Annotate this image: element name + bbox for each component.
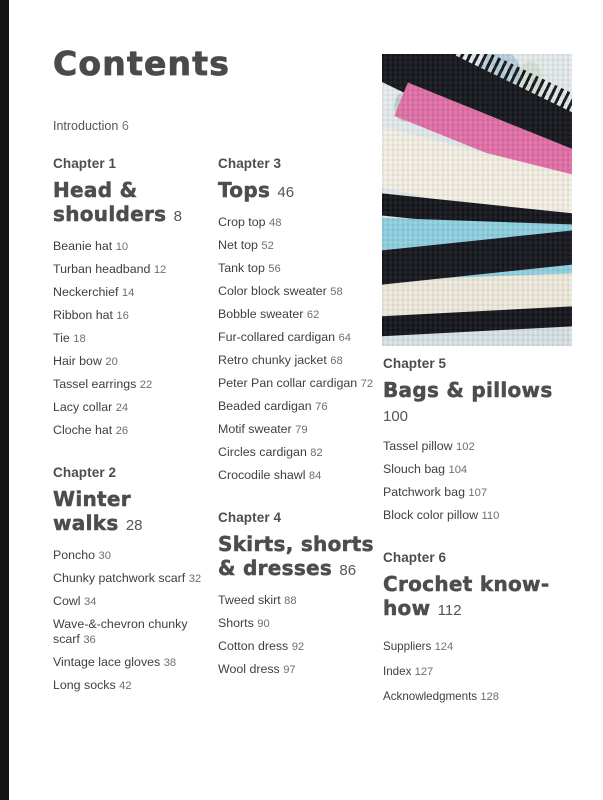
chapter-title [383,572,563,623]
entry-page: 32 [188,573,202,585]
entry-label: Slouch bag [383,462,446,476]
list-item[interactable] [218,422,376,438]
entry-label: Beaded cardigan [218,399,312,413]
entry-label: Lacy collar [53,400,113,414]
entry-page: 20 [105,356,118,368]
entry-page: 34 [84,596,97,608]
entry-label: Long socks [53,678,116,692]
chapter-title [218,178,376,205]
entry-label: Cowl [53,594,81,608]
list-item[interactable] [218,445,376,461]
entry-label: Net top [218,238,258,252]
entry-page: 10 [115,241,129,253]
entry-label: Acknowledgments [383,690,478,703]
chapter-label: Chapter 3 [218,156,282,171]
list-item[interactable] [218,261,376,277]
entry-page: 22 [139,379,153,391]
cover-photo [382,54,572,346]
entry-label: Hair bow [53,354,102,368]
entry-label: Wave-&-chevron chunky scarf [53,617,188,646]
list-item[interactable] [218,593,376,609]
chapter-block [383,356,563,524]
chapter-label: Chapter 5 [383,356,447,371]
entry-page: 48 [268,217,282,229]
chapter-page: 8 [173,208,182,225]
entry-page: 62 [306,309,320,321]
entry-label: Neckerchief [53,285,119,299]
list-item[interactable] [218,376,376,392]
entry-page: 12 [153,264,167,276]
list-item[interactable] [53,423,203,439]
chapter-title [383,378,563,429]
entry-label: Peter Pan collar cardigan [218,376,358,390]
chapter-block [383,550,563,705]
chapter-title [53,487,203,538]
list-item[interactable] [53,331,203,347]
list-item[interactable] [218,616,376,632]
list-item[interactable] [53,239,203,255]
entry-page: 82 [310,447,323,459]
chapter-block [218,156,376,484]
entry-page: 76 [315,401,328,413]
list-item[interactable] [218,215,376,231]
chapter-title-text: Crochet know-how [383,572,550,620]
entry-page: 58 [330,286,343,298]
entry-page: 38 [163,657,177,669]
entry-label: Cloche hat [53,423,113,437]
entry-page: 64 [338,332,351,344]
entry-label: Turban headband [53,262,151,276]
entry-page: 30 [98,550,111,562]
chapter-page: 46 [277,184,295,201]
list-item[interactable] [53,617,203,648]
chapter-title-text: Skirts, shorts & dresses [218,532,374,580]
entry-page: 42 [119,680,132,692]
entry-label: Suppliers [383,640,432,653]
entry-page: 18 [73,333,86,345]
entry-page: 84 [308,470,322,482]
entry-label: Color block sweater [218,284,327,298]
chapter-title-text: Bags & pillows [383,378,553,402]
entry-label: Tank top [218,261,265,275]
list-item[interactable] [383,664,563,680]
list-item[interactable] [53,262,203,278]
entry-label: Wool dress [218,662,280,676]
page-title: Contents [53,44,231,83]
list-item[interactable] [218,284,376,300]
entry-page: 107 [468,487,488,499]
introduction-entry [53,119,129,133]
entry-label: Chunky patchwork scarf [53,571,186,585]
entry-label: Patchwork bag [383,485,465,499]
entry-page: 36 [83,634,96,646]
entry-page: 14 [121,287,135,299]
entry-label: Beanie hat [53,239,113,253]
list-item[interactable] [383,508,563,524]
entry-label: Retro chunky jacket [218,353,327,367]
entry-label: Tassel earrings [53,377,137,391]
list-item[interactable] [218,238,376,254]
list-item[interactable] [218,468,376,484]
chapter-title-text: Tops [218,178,271,202]
entry-label: Poncho [53,548,96,562]
chapter-title-text: Winter walks [53,487,131,535]
entry-label: Bobble sweater [218,307,304,321]
chapter-label: Chapter 4 [218,510,282,525]
list-item[interactable] [383,439,563,455]
entry-page: 102 [456,441,475,453]
entry-label: Crop top [218,215,266,229]
photo-stitch-texture [382,54,572,346]
list-item[interactable] [53,594,203,610]
list-item[interactable] [53,571,203,587]
contents-column-3 [383,356,563,731]
chapter-label: Chapter 1 [53,156,117,171]
entry-label: Index [383,665,412,678]
entry-label: Circles cardigan [218,445,307,459]
entry-page: 26 [115,425,129,437]
entry-page: 16 [116,310,129,322]
entry-page: 104 [448,464,468,476]
list-item[interactable] [383,689,563,705]
entry-label: Tassel pillow [383,439,453,453]
entry-label: Ribbon hat [53,308,113,322]
entry-label: Cotton dress [218,639,289,653]
entry-page: 68 [330,355,343,367]
entry-label: Vintage lace gloves [53,655,161,669]
list-item[interactable] [218,639,376,655]
entry-page: 127 [414,666,434,678]
introduction-label: Introduction [53,119,119,133]
entry-page: 88 [284,595,297,607]
entry-page: 97 [283,664,296,676]
entry-page: 90 [257,618,270,630]
list-item[interactable] [218,353,376,369]
list-item[interactable] [383,462,563,478]
list-item[interactable] [53,377,203,393]
entry-label: Fur-collared cardigan [218,330,336,344]
entry-label: Block color pillow [383,508,479,522]
chapter-page: 100 [383,408,409,425]
list-item[interactable] [53,655,203,671]
entry-label: Tweed skirt [218,593,281,607]
book-spine [0,0,9,800]
list-item[interactable] [218,662,376,678]
chapter-block [53,156,203,439]
list-item[interactable] [53,308,203,324]
list-item[interactable] [53,548,203,564]
backmatter-list [383,639,563,705]
chapter-block [218,510,376,678]
chapter-title [53,178,203,229]
entry-page: 110 [481,510,500,522]
chapter-title [218,532,376,583]
entry-page: 52 [261,240,274,252]
list-item[interactable] [218,307,376,323]
list-item[interactable] [218,399,376,415]
chapter-block [53,465,203,694]
introduction-page: 6 [121,119,129,133]
entry-label: Tie [53,331,70,345]
list-item[interactable] [383,485,563,501]
entry-page: 72 [360,378,374,390]
list-item[interactable] [53,678,203,694]
chapter-page: 28 [125,517,143,534]
list-item[interactable] [383,639,563,655]
chapter-title-text: Head & shoulders [53,178,167,226]
list-item[interactable] [218,330,376,346]
entry-page: 79 [295,424,308,436]
entry-page: 24 [115,402,129,414]
entry-page: 92 [291,641,305,653]
chapter-page: 86 [339,562,357,579]
list-item[interactable] [53,400,203,416]
chapter-label: Chapter 6 [383,550,447,565]
chapter-page: 112 [437,602,462,619]
contents-column-2 [218,156,376,704]
entry-label: Crocodile shawl [218,468,306,482]
contents-column-1 [53,156,203,720]
list-item[interactable] [53,285,203,301]
entry-label: Motif sweater [218,422,292,436]
entry-page: 124 [434,641,454,653]
entry-label: Shorts [218,616,254,630]
chapter-label: Chapter 2 [53,465,117,480]
entry-page: 128 [480,691,499,703]
list-item[interactable] [53,354,203,370]
entry-page: 56 [268,263,281,275]
